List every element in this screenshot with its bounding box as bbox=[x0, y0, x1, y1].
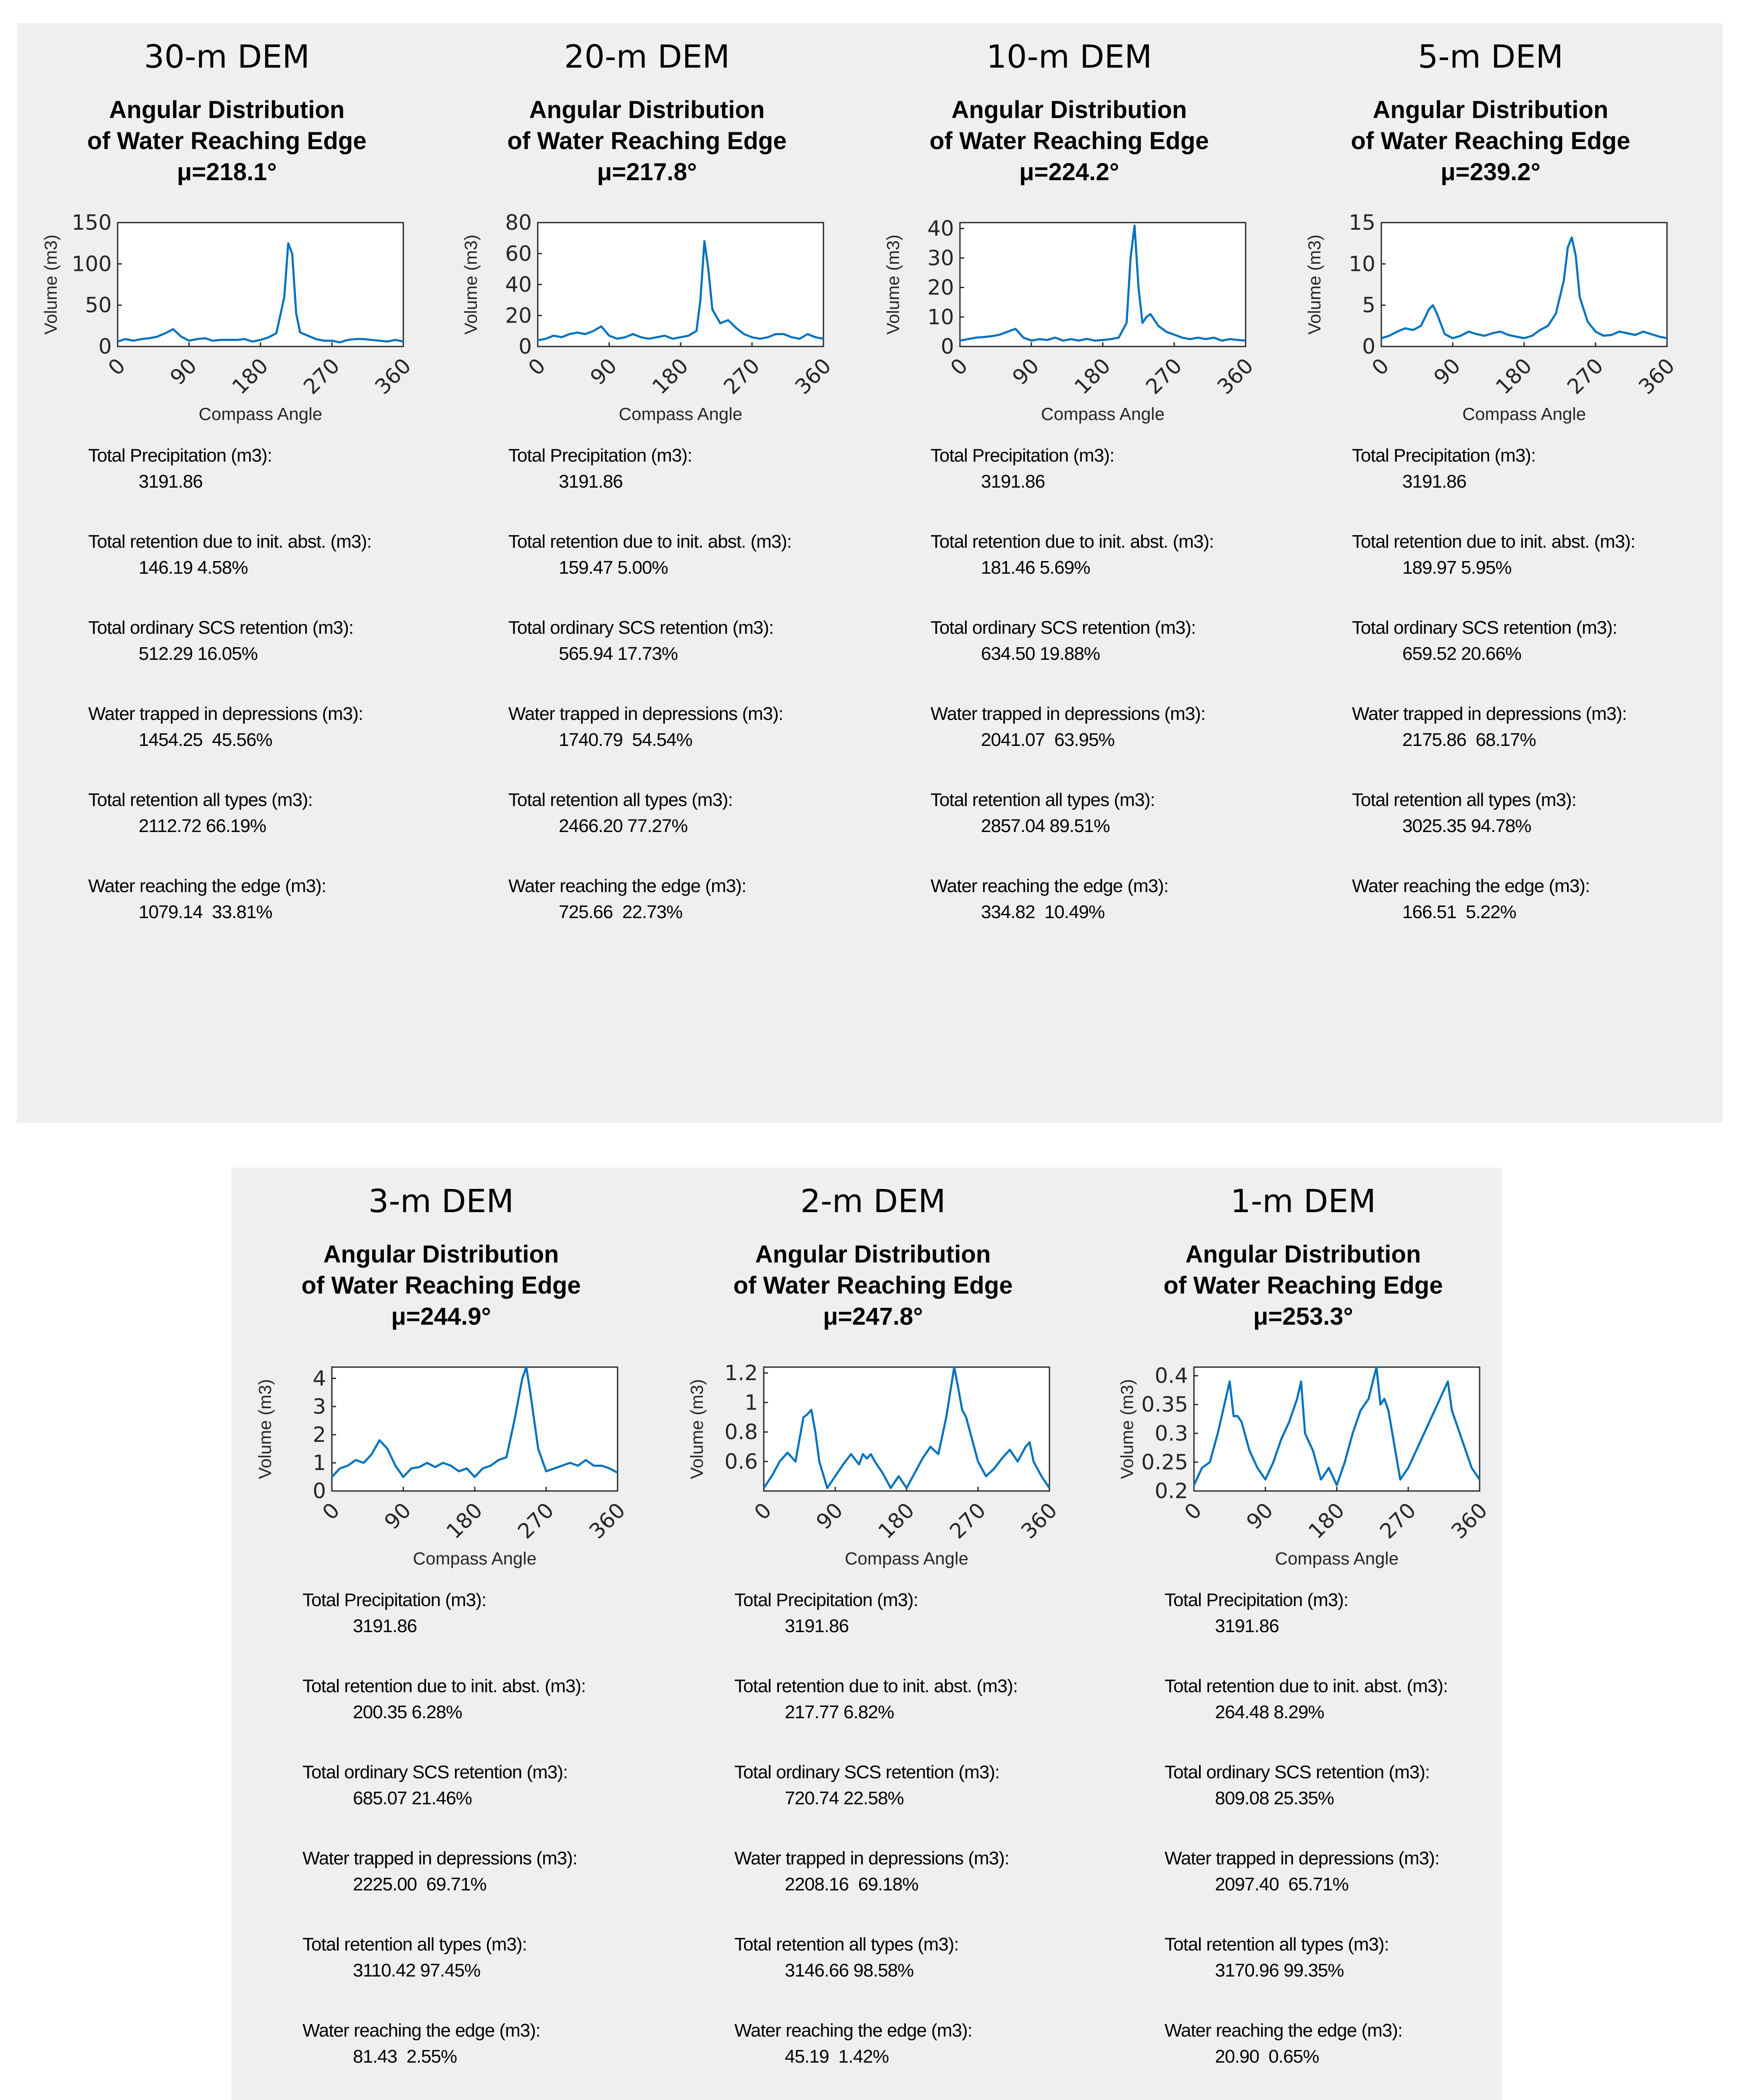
y-axis-label: Volume (m3) bbox=[883, 234, 903, 335]
x-tick-label: 270 bbox=[513, 1498, 559, 1544]
stat-label: Total retention due to init. abst. (m3): bbox=[1352, 531, 1635, 552]
y-tick-label: 50 bbox=[85, 293, 112, 318]
stat-label: Water trapped in depressions (m3): bbox=[508, 704, 783, 724]
stat-value: 725.66 22.73% bbox=[559, 902, 683, 922]
y-tick-label: 0 bbox=[313, 1479, 326, 1503]
y-tick-label: 0.4 bbox=[1154, 1363, 1188, 1388]
stat-value: 809.08 25.35% bbox=[1215, 1788, 1334, 1809]
x-axis-label: Compass Angle bbox=[198, 404, 323, 424]
x-tick-label: 180 bbox=[442, 1498, 487, 1544]
x-tick-label: 90 bbox=[1241, 1498, 1278, 1534]
stat-value: 45.19 1.42% bbox=[785, 2046, 889, 2067]
y-tick-label: 3 bbox=[313, 1394, 326, 1419]
x-axis-label: Compass Angle bbox=[1275, 1549, 1399, 1568]
plot-title-line: of Water Reaching Edge bbox=[929, 127, 1209, 155]
stat-value: 659.52 20.66% bbox=[1402, 643, 1522, 664]
stat-label: Water trapped in depressions (m3): bbox=[1352, 704, 1627, 724]
stat-value: 181.46 5.69% bbox=[981, 557, 1090, 578]
stat-label: Total retention all types (m3): bbox=[1165, 1934, 1389, 1955]
stat-value: 3170.96 99.35% bbox=[1215, 1960, 1344, 1981]
stat-label: Total Precipitation (m3): bbox=[508, 445, 692, 466]
x-tick-label: 360 bbox=[1016, 1498, 1062, 1544]
y-tick-label: 20 bbox=[927, 275, 954, 300]
mean-angle-label: μ=247.8° bbox=[823, 1303, 923, 1330]
stat-label: Total Precipitation (m3): bbox=[88, 445, 272, 466]
x-tick-label: 90 bbox=[1429, 353, 1465, 390]
stat-value: 634.50 19.88% bbox=[981, 643, 1100, 664]
y-tick-label: 0.6 bbox=[724, 1449, 758, 1474]
y-tick-label: 60 bbox=[505, 241, 532, 266]
dem-heading: 30-m DEM bbox=[144, 38, 310, 75]
y-tick-label: 0 bbox=[941, 334, 954, 359]
y-tick-label: 20 bbox=[505, 303, 532, 328]
stat-label: Water reaching the edge (m3): bbox=[302, 2020, 541, 2041]
stat-label: Water trapped in depressions (m3): bbox=[88, 704, 363, 724]
plot-title-line: Angular Distribution bbox=[529, 96, 765, 123]
y-tick-label: 100 bbox=[71, 252, 112, 276]
x-tick-label: 270 bbox=[945, 1498, 991, 1544]
line-chart bbox=[17, 191, 437, 435]
y-tick-label: 2 bbox=[313, 1422, 326, 1447]
x-tick-label: 180 bbox=[1491, 353, 1537, 399]
stat-label: Water reaching the edge (m3): bbox=[734, 2020, 973, 2041]
plot-area bbox=[118, 223, 403, 346]
stat-label: Total retention all types (m3): bbox=[931, 790, 1155, 810]
mean-angle-label: μ=253.3° bbox=[1253, 1303, 1353, 1330]
x-tick-label: 180 bbox=[227, 353, 273, 399]
x-tick-label: 0 bbox=[318, 1498, 344, 1525]
x-tick-label: 90 bbox=[165, 353, 202, 390]
stat-label: Total retention due to init. abst. (m3): bbox=[931, 531, 1214, 552]
stat-label: Total Precipitation (m3): bbox=[931, 445, 1115, 466]
stat-value: 1079.14 33.81% bbox=[139, 902, 272, 922]
plot-area bbox=[960, 223, 1246, 346]
y-tick-label: 15 bbox=[1349, 210, 1375, 235]
plot-area bbox=[764, 1367, 1049, 1491]
stat-label: Water trapped in depressions (m3): bbox=[302, 1848, 577, 1869]
plot-title-line: of Water Reaching Edge bbox=[507, 127, 787, 155]
stat-label: Total Precipitation (m3): bbox=[302, 1590, 486, 1610]
x-tick-label: 0 bbox=[1367, 353, 1394, 381]
plot-title-line: of Water Reaching Edge bbox=[301, 1272, 581, 1299]
chart-panel bbox=[663, 1168, 1083, 2100]
stat-value: 1740.79 54.54% bbox=[559, 730, 692, 750]
x-tick-label: 90 bbox=[1007, 353, 1044, 390]
y-tick-label: 0.35 bbox=[1141, 1392, 1188, 1417]
stat-value: 3191.86 bbox=[353, 1616, 417, 1636]
stat-label: Total ordinary SCS retention (m3): bbox=[508, 617, 774, 638]
x-tick-label: 90 bbox=[811, 1498, 848, 1534]
y-tick-label: 0.8 bbox=[724, 1420, 758, 1444]
plot-title-line: of Water Reaching Edge bbox=[733, 1272, 1013, 1299]
x-tick-label: 180 bbox=[1304, 1498, 1349, 1544]
y-tick-label: 0.25 bbox=[1141, 1450, 1188, 1475]
x-axis-label: Compass Angle bbox=[1462, 404, 1586, 424]
plot-area bbox=[538, 223, 823, 346]
line-chart bbox=[1280, 191, 1701, 435]
stat-value: 2112.72 66.19% bbox=[139, 816, 266, 836]
dem-heading: 1-m DEM bbox=[1230, 1182, 1376, 1220]
x-tick-label: 270 bbox=[1375, 1498, 1421, 1544]
x-tick-label: 360 bbox=[1634, 353, 1680, 399]
y-tick-label: 1 bbox=[744, 1390, 758, 1415]
mean-angle-label: μ=217.8° bbox=[597, 158, 697, 186]
x-axis-label: Compass Angle bbox=[618, 404, 743, 424]
stat-value: 2208.16 69.18% bbox=[785, 1874, 918, 1895]
plot-title-line: of Water Reaching Edge bbox=[87, 127, 367, 155]
stat-label: Water reaching the edge (m3): bbox=[1165, 2020, 1403, 2041]
stat-label: Total Precipitation (m3): bbox=[734, 1590, 918, 1610]
y-tick-label: 5 bbox=[1362, 293, 1375, 318]
stat-value: 565.94 17.73% bbox=[559, 643, 678, 664]
plot-title-line: Angular Distribution bbox=[1185, 1241, 1421, 1268]
plot-area bbox=[1194, 1367, 1480, 1491]
stat-label: Water trapped in depressions (m3): bbox=[1165, 1848, 1439, 1869]
stat-label: Total retention due to init. abst. (m3): bbox=[734, 1676, 1018, 1696]
chart-panel bbox=[437, 23, 857, 1136]
x-tick-label: 0 bbox=[523, 353, 550, 381]
stat-value: 3191.86 bbox=[981, 471, 1045, 492]
y-tick-label: 10 bbox=[1349, 252, 1375, 276]
stat-value: 2097.40 65.71% bbox=[1215, 1874, 1349, 1895]
mean-angle-label: μ=218.1° bbox=[177, 158, 277, 186]
stat-label: Total retention all types (m3): bbox=[508, 790, 733, 810]
y-tick-label: 1.2 bbox=[724, 1361, 758, 1386]
line-chart bbox=[663, 1336, 1083, 1579]
stat-value: 2857.04 89.51% bbox=[981, 816, 1110, 836]
y-tick-label: 0.2 bbox=[1154, 1479, 1188, 1503]
x-tick-label: 270 bbox=[299, 353, 344, 399]
stat-label: Total Precipitation (m3): bbox=[1352, 445, 1536, 466]
stat-label: Total ordinary SCS retention (m3): bbox=[931, 617, 1196, 638]
plot-area bbox=[1381, 223, 1667, 346]
stat-value: 189.97 5.95% bbox=[1402, 557, 1512, 578]
y-tick-label: 150 bbox=[71, 210, 112, 235]
stat-value: 3191.86 bbox=[1215, 1616, 1279, 1636]
x-tick-label: 360 bbox=[1212, 353, 1258, 399]
plot-title-line: of Water Reaching Edge bbox=[1163, 1272, 1443, 1299]
y-tick-label: 40 bbox=[505, 272, 532, 297]
stat-label: Total Precipitation (m3): bbox=[1165, 1590, 1349, 1610]
plot-title-line: Angular Distribution bbox=[1373, 96, 1609, 123]
x-tick-label: 360 bbox=[790, 353, 836, 399]
y-tick-label: 30 bbox=[927, 246, 954, 270]
plot-title-line: Angular Distribution bbox=[755, 1241, 991, 1268]
x-axis-label: Compass Angle bbox=[844, 1549, 969, 1568]
x-tick-label: 180 bbox=[647, 353, 693, 399]
stat-label: Water reaching the edge (m3): bbox=[88, 876, 326, 896]
stat-value: 3191.86 bbox=[139, 471, 203, 492]
stat-label: Total retention all types (m3): bbox=[1352, 790, 1576, 810]
stat-value: 2041.07 63.95% bbox=[981, 730, 1115, 750]
line-chart bbox=[1093, 1336, 1513, 1579]
x-tick-label: 90 bbox=[379, 1498, 416, 1534]
stat-value: 217.77 6.82% bbox=[785, 1702, 894, 1722]
stat-value: 3191.86 bbox=[785, 1616, 849, 1636]
x-tick-label: 360 bbox=[584, 1498, 630, 1544]
dem-heading: 20-m DEM bbox=[564, 38, 730, 75]
x-axis-label: Compass Angle bbox=[413, 1549, 537, 1568]
x-tick-label: 0 bbox=[103, 353, 130, 381]
stat-value: 334.82 10.49% bbox=[981, 902, 1105, 922]
y-axis-label: Volume (m3) bbox=[255, 1379, 275, 1479]
plot-title-line: of Water Reaching Edge bbox=[1351, 127, 1630, 155]
stat-label: Total ordinary SCS retention (m3): bbox=[1352, 617, 1617, 638]
y-axis-label: Volume (m3) bbox=[461, 234, 481, 335]
plot-area bbox=[332, 1367, 618, 1491]
stat-label: Water reaching the edge (m3): bbox=[931, 876, 1169, 896]
stat-value: 159.47 5.00% bbox=[559, 557, 668, 578]
x-tick-label: 90 bbox=[585, 353, 622, 390]
y-tick-label: 0.3 bbox=[1154, 1421, 1188, 1446]
x-tick-label: 0 bbox=[1180, 1498, 1207, 1525]
stat-label: Total retention all types (m3): bbox=[88, 790, 313, 810]
y-axis-label: Volume (m3) bbox=[1304, 234, 1324, 335]
plot-title-line: Angular Distribution bbox=[323, 1241, 559, 1268]
stat-value: 720.74 22.58% bbox=[785, 1788, 904, 1809]
y-tick-label: 0 bbox=[518, 334, 532, 359]
x-tick-label: 360 bbox=[1446, 1498, 1492, 1544]
plot-title-line: Angular Distribution bbox=[951, 96, 1187, 123]
dem-heading: 2-m DEM bbox=[800, 1182, 946, 1220]
stat-label: Total retention due to init. abst. (m3): bbox=[508, 531, 792, 552]
stat-value: 3025.35 94.78% bbox=[1402, 816, 1531, 836]
stat-label: Total ordinary SCS retention (m3): bbox=[734, 1762, 1000, 1782]
stat-value: 166.51 5.22% bbox=[1402, 902, 1516, 922]
stat-label: Water trapped in depressions (m3): bbox=[931, 704, 1205, 724]
stat-label: Total retention all types (m3): bbox=[734, 1934, 959, 1955]
stat-value: 3191.86 bbox=[1402, 471, 1467, 492]
stat-label: Total ordinary SCS retention (m3): bbox=[1165, 1762, 1430, 1782]
chart-panel bbox=[1093, 1168, 1513, 2100]
y-tick-label: 10 bbox=[927, 304, 954, 329]
stat-value: 685.07 21.46% bbox=[353, 1788, 472, 1809]
stat-label: Water reaching the edge (m3): bbox=[508, 876, 747, 896]
stat-label: Total retention due to init. abst. (m3): bbox=[302, 1676, 586, 1696]
stat-label: Total retention all types (m3): bbox=[302, 1934, 527, 1955]
line-chart bbox=[231, 1336, 651, 1579]
line-chart bbox=[859, 191, 1279, 435]
mean-angle-label: μ=239.2° bbox=[1441, 158, 1541, 186]
line-chart bbox=[437, 191, 857, 435]
mean-angle-label: μ=244.9° bbox=[391, 1303, 491, 1330]
y-axis-label: Volume (m3) bbox=[1117, 1379, 1137, 1479]
chart-panel bbox=[859, 23, 1279, 1136]
stat-value: 1454.25 45.56% bbox=[139, 730, 272, 750]
x-tick-label: 270 bbox=[719, 353, 765, 399]
y-tick-label: 40 bbox=[927, 216, 954, 241]
stat-label: Water trapped in depressions (m3): bbox=[734, 1848, 1009, 1869]
dem-heading: 3-m DEM bbox=[368, 1182, 514, 1220]
stat-value: 200.35 6.28% bbox=[353, 1702, 462, 1722]
x-tick-label: 270 bbox=[1562, 353, 1608, 399]
mean-angle-label: μ=224.2° bbox=[1019, 158, 1119, 186]
y-axis-label: Volume (m3) bbox=[687, 1379, 707, 1479]
plot-title-line: Angular Distribution bbox=[109, 96, 345, 123]
stat-label: Total ordinary SCS retention (m3): bbox=[88, 617, 354, 638]
stat-value: 146.19 4.58% bbox=[139, 557, 248, 578]
y-tick-label: 0 bbox=[98, 334, 112, 359]
stat-value: 264.48 8.29% bbox=[1215, 1702, 1324, 1722]
chart-panel bbox=[17, 23, 437, 1136]
x-tick-label: 270 bbox=[1141, 353, 1187, 399]
stat-value: 3110.42 97.45% bbox=[353, 1960, 481, 1981]
stat-value: 81.43 2.55% bbox=[353, 2046, 457, 2067]
y-tick-label: 80 bbox=[505, 210, 532, 235]
stat-value: 2466.20 77.27% bbox=[559, 816, 688, 836]
dem-heading: 5-m DEM bbox=[1417, 38, 1564, 75]
y-tick-label: 4 bbox=[313, 1366, 326, 1391]
y-axis-label: Volume (m3) bbox=[41, 234, 60, 335]
x-tick-label: 360 bbox=[370, 353, 416, 399]
stat-label: Water reaching the edge (m3): bbox=[1352, 876, 1590, 896]
x-tick-label: 0 bbox=[946, 353, 973, 381]
stat-value: 3146.66 98.58% bbox=[785, 1960, 914, 1981]
x-tick-label: 0 bbox=[749, 1498, 776, 1525]
stat-value: 20.90 0.65% bbox=[1215, 2046, 1319, 2067]
y-tick-label: 1 bbox=[313, 1450, 326, 1475]
x-tick-label: 180 bbox=[1070, 353, 1115, 399]
stat-value: 512.29 16.05% bbox=[139, 643, 258, 664]
x-tick-label: 180 bbox=[873, 1498, 919, 1544]
dem-heading: 10-m DEM bbox=[986, 38, 1152, 75]
stat-value: 2225.00 69.71% bbox=[353, 1874, 486, 1895]
x-axis-label: Compass Angle bbox=[1041, 404, 1165, 424]
stat-value: 2175.86 68.17% bbox=[1402, 730, 1536, 750]
chart-panel bbox=[231, 1168, 651, 2100]
stat-value: 3191.86 bbox=[559, 471, 623, 492]
chart-panel bbox=[1280, 23, 1701, 1136]
stat-label: Total retention due to init. abst. (m3): bbox=[88, 531, 372, 552]
stat-label: Total retention due to init. abst. (m3): bbox=[1165, 1676, 1448, 1696]
stat-label: Total ordinary SCS retention (m3): bbox=[302, 1762, 568, 1782]
y-tick-label: 0 bbox=[1362, 334, 1375, 359]
